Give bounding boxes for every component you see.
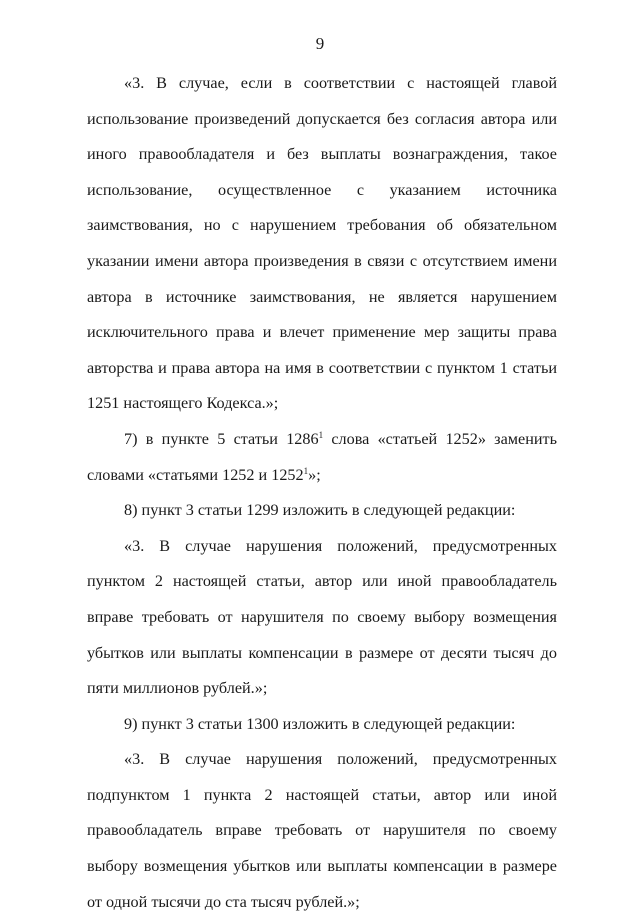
paragraph-item-7 [87,422,557,493]
paragraph-quoted-clause-3-article-1300: «3. В случае нарушения положений, предусмотренных подпунктом 1 пункта 2 настоящей статьи, автор или иной правообладатель вправе требовать от нарушителя по своему выбору возмещения убытков или выплаты компенсации в размере от одной тысячи до ста тысяч рублей.»; [87,750,557,911]
paragraph-item-7-text-part3: »; [308,465,321,484]
page-number: 9 [315,34,325,53]
paragraph-quoted-clause-3-article-1251: «3. В случае, если в соответствии с настоящей главой использование произведений допускается без согласия автора или иного правообладателя и без выплаты вознаграждения, такое использование, осуществленное с указанием источника заимствования, но с нарушением требования об обязательном указании имени автора произведения в связи с отсутствием имени автора в источнике заимствования, не является нарушением исключительного права и влечет применение мер защиты права авторства и права автора на имя в соответствии с пунктом 1 статьи 1251 настоящего Кодекса.»; [87,74,557,413]
paragraph-item-7-text-part1: 7) в пункте 5 статьи 1286 [124,429,319,448]
superscript-marker: 1 [318,429,324,440]
paragraph-item-9: 9) пункт 3 статьи 1300 изложить в следующей редакции: [124,714,516,733]
superscript-marker: 1 [303,465,309,476]
paragraph-item-7-text-part2: слова «статьей 1252» заменить словами «статьями 1252 и 1252 [87,429,557,484]
document-body [87,66,557,920]
paragraph-item-8: 8) пункт 3 статьи 1299 изложить в следующей редакции: [124,501,516,520]
paragraph-quoted-clause-3-article-1299: «3. В случае нарушения положений, предусмотренных пунктом 2 настоящей статьи, автор или иной правообладатель вправе требовать от нарушителя по своему выбору возмещения убытков или выплаты компенсации в размере от десяти тысяч до пяти миллионов рублей.»; [87,536,557,698]
